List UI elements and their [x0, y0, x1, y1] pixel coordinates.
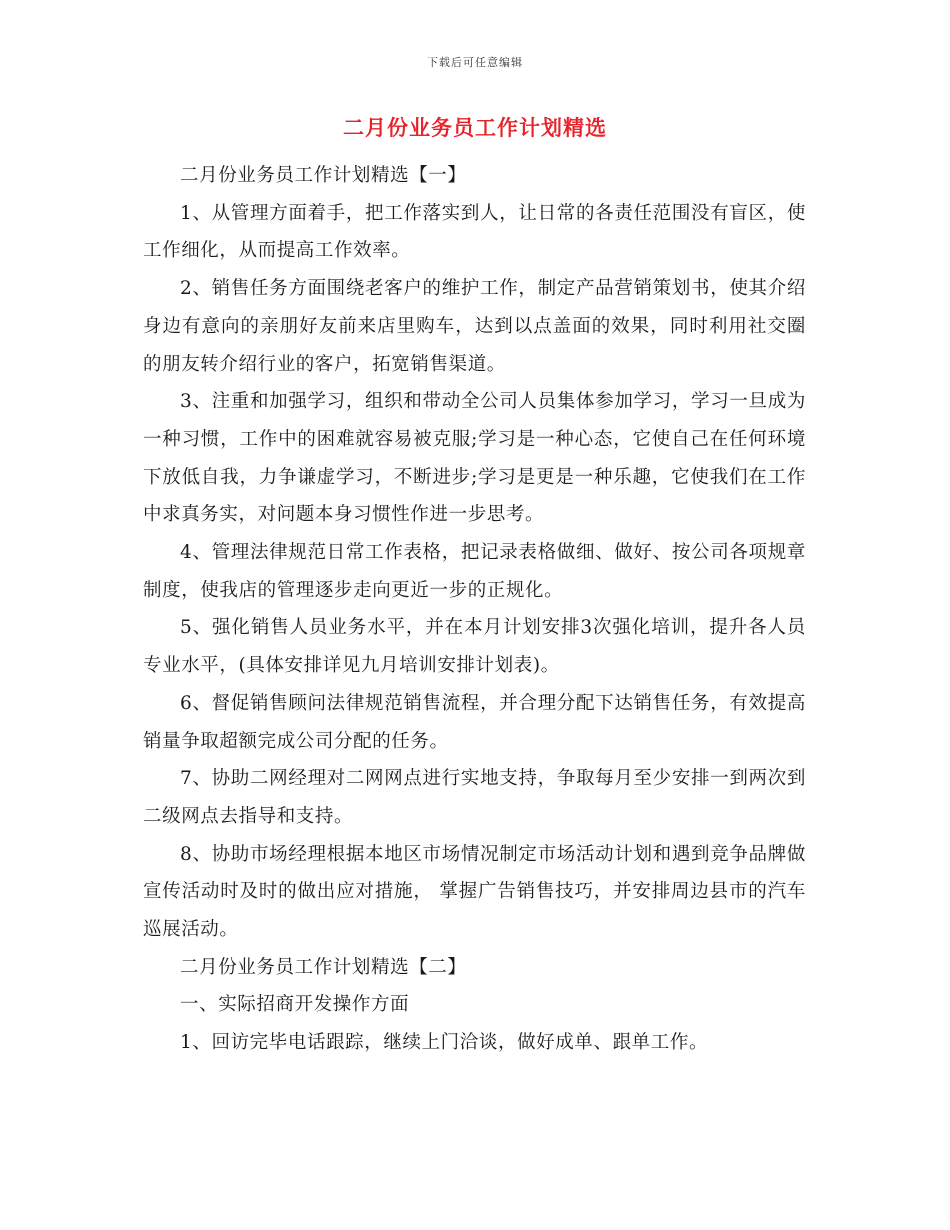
header-note: 下载后可任意编辑 — [427, 56, 523, 69]
paragraph-item-6: 6、督促销售顾问法律规范销售流程，并合理分配下达销售任务，有效提高销量争取超额完成公司分配的任务。 — [143, 692, 806, 752]
subsection-heading: 一、实际招商开发操作方面 — [180, 994, 410, 1016]
document-body — [143, 157, 806, 1062]
paragraph-item-1: 1、从管理方面着手，把工作落实到人，让日常的各责任范围没有盲区，使工作细化，从而提高工作效率。 — [143, 202, 806, 262]
paragraph-item-7: 7、协助二网经理对二网网点进行实地支持，争取每月至少安排一到两次到二级网点去指导和支持。 — [143, 768, 806, 827]
paragraph-item-4: 4、管理法律规范日常工作表格，把记录表格做细、做好、按公司各项规章制度，使我店的管理逐步走向更近一步的正规化。 — [143, 542, 806, 601]
section-heading-2: 二月份业务员工作计划精选【二】 — [180, 956, 467, 978]
section-heading-1: 二月份业务员工作计划精选【一】 — [180, 165, 467, 186]
paragraph-item-9: 1、回访完毕电话跟踪，继续上门洽谈，做好成单、跟单工作。 — [180, 1032, 709, 1054]
paragraph-item-5: 5、强化销售人员业务水平，并在本月计划安排3次强化培训，提升各人员专业水平，(具体安排详见九月培训安排计划表)。 — [143, 617, 806, 677]
paragraph-item-8: 8、协助市场经理根据本地区市场情况制定市场活动计划和遇到竞争品牌做宣传活动时及时的做出应对措施， 掌握广告销售技巧，并安排周边县市的汽车巡展活动。 — [143, 843, 806, 941]
document-title: 二月份业务员工作计划精选 — [343, 115, 607, 140]
paragraph-item-2: 2、销售任务方面围绕老客户的维护工作，制定产品营销策划书，使其介绍身边有意向的亲朋好友前来店里购车，达到以点盖面的效果，同时利用社交圈的朋友转介绍行业的客户，拓宽销售渠道。 — [143, 278, 806, 375]
paragraph-item-3: 3、注重和加强学习，组织和带动全公司人员集体参加学习，学习一旦成为一种习惯，工作中的困难就容易被克服;学习是一种心态，它使自己在任何环境下放低自我，力争谦虚学习，不断进步;学习是更是一种乐趣，它使我们在工作中求真务实，对问题本身习惯性作进一步思考。 — [143, 391, 806, 526]
